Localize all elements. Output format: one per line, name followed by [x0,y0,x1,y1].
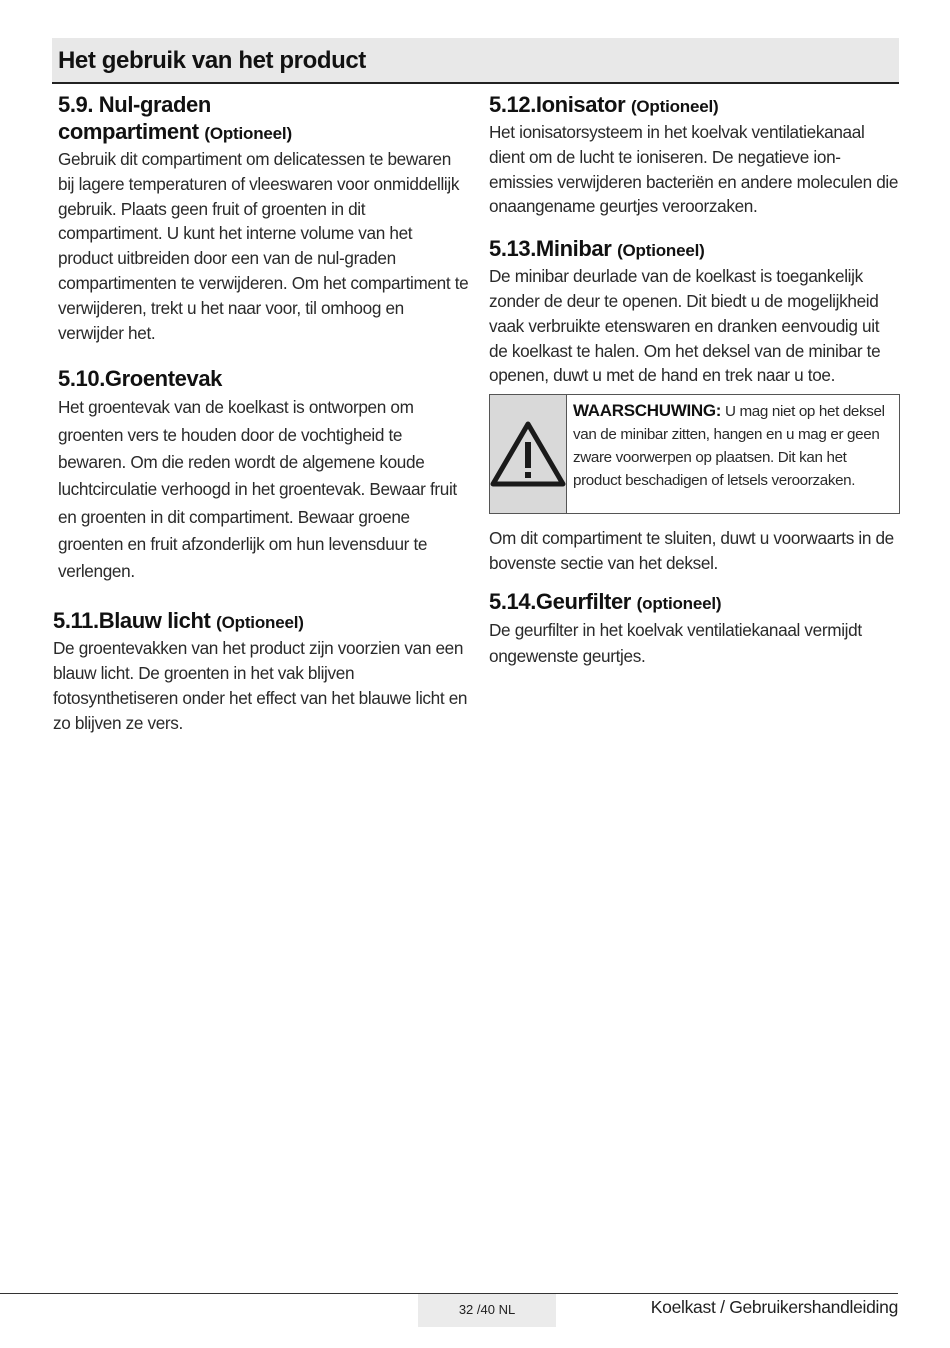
section-body: Het ionisatorsysteem in het koelvak ventilatiekanaal dient om de lucht te ioniseren. De negatieve ion-emissies verwijderen bacteriën en andere moleculen die onaangename geurtjes veroorzaken. [489,122,899,217]
section-title: 5.10.Groentevak [58,366,222,392]
section-title-continued: compartiment [58,119,199,144]
section-heading [53,607,470,636]
optional-tag: (Optioneel) [216,613,304,633]
optional-tag: (optioneel) [636,593,722,613]
section-5-14 [489,588,901,669]
section-title: 5.13.Minibar [489,236,612,262]
section-body: De minibar deurlade van de koelkast is toegankelijk zonder de deur te openen. Dit biedt u de mogelijkheid vaak verbruikte etenswaren en dranken eenvoudig uit de koelkast te halen. Om het deksel van de minibar te openen, duwt u met de hand en trek naar u toe. [489,266,881,386]
section-body: De groentevakken van het product zijn voorzien van een blauw licht. De groenten in het vak blijven fotosynthetiseren onder het effect van het blauwe licht en zo blijven ze vers. [53,638,468,733]
section-heading [489,91,901,120]
page-number: 32 /40 NL [418,1294,556,1327]
section-header [52,38,899,84]
section-heading [58,365,470,392]
section-5-11 [53,607,470,735]
section-title: 5.9. Nul-graden [58,92,211,117]
section-heading [489,235,901,264]
section-body-after-warning: Om dit compartiment te sluiten, duwt u voorwaarts in de bovenste sectie van het deksel. [489,528,894,573]
section-5-9 [58,91,470,345]
page-title: Het gebruik van het product [58,47,366,74]
warning-label: WAARSCHUWING: [573,401,722,421]
warning-text-block [567,395,899,513]
right-column [489,91,901,683]
optional-tag: (Optioneel) [617,241,705,261]
warning-triangle-icon [490,420,566,488]
warning-text: U mag niet op het deksel van de minibar zitten, hangen en u mag er geen zware voorwerpen op plaatsen. Dit kan het product beschadigen of letsels veroorzaken. [573,403,885,490]
optional-tag: (Optioneel) [204,124,292,143]
section-title: 5.14.Geurfilter [489,588,631,614]
optional-tag: (Optioneel) [630,97,719,116]
section-title: 5.11.Blauw licht [53,608,211,634]
section-heading [489,588,901,617]
section-body: De geurfilter in het koelvak ventilatiekanaal vermijdt ongewenste geurtjes. [489,619,862,666]
left-column [53,91,470,750]
section-heading [58,91,470,147]
warning-icon-cell [490,395,567,513]
section-5-10 [58,365,470,585]
section-body: Gebruik dit compartiment om delicatessen te bewaren bij lagere temperaturen of vleeswaren voor onmiddellijk gebruik. Plaats geen fruit of groenten in dit compartiment. U kunt het interne volume van het product uitbreiden door een van de nul-graden compartimenten te verwijderen. Om het compartiment te verwijderen, trekt u het naar voor, til omhoog en verwijder het. [58,149,469,343]
section-5-13 [489,235,901,576]
section-body: Het groentevak van de koelkast is ontworpen om groenten vers te houden door de vochtigheid te bewaren. Om die reden wordt de algemene koude luchtcirculatie verhoogd in het groentevak. Bewaar fruit en groenten in dit compartiment. Bewaar groene groenten en fruit afzonderlijk om hun levensduur te verlengen. [58,397,457,582]
section-title: 5.12.Ionisator [489,92,626,117]
manual-title: Koelkast / Gebruikershandleiding [650,1297,898,1317]
warning-box [489,394,900,514]
section-5-12 [489,91,901,219]
